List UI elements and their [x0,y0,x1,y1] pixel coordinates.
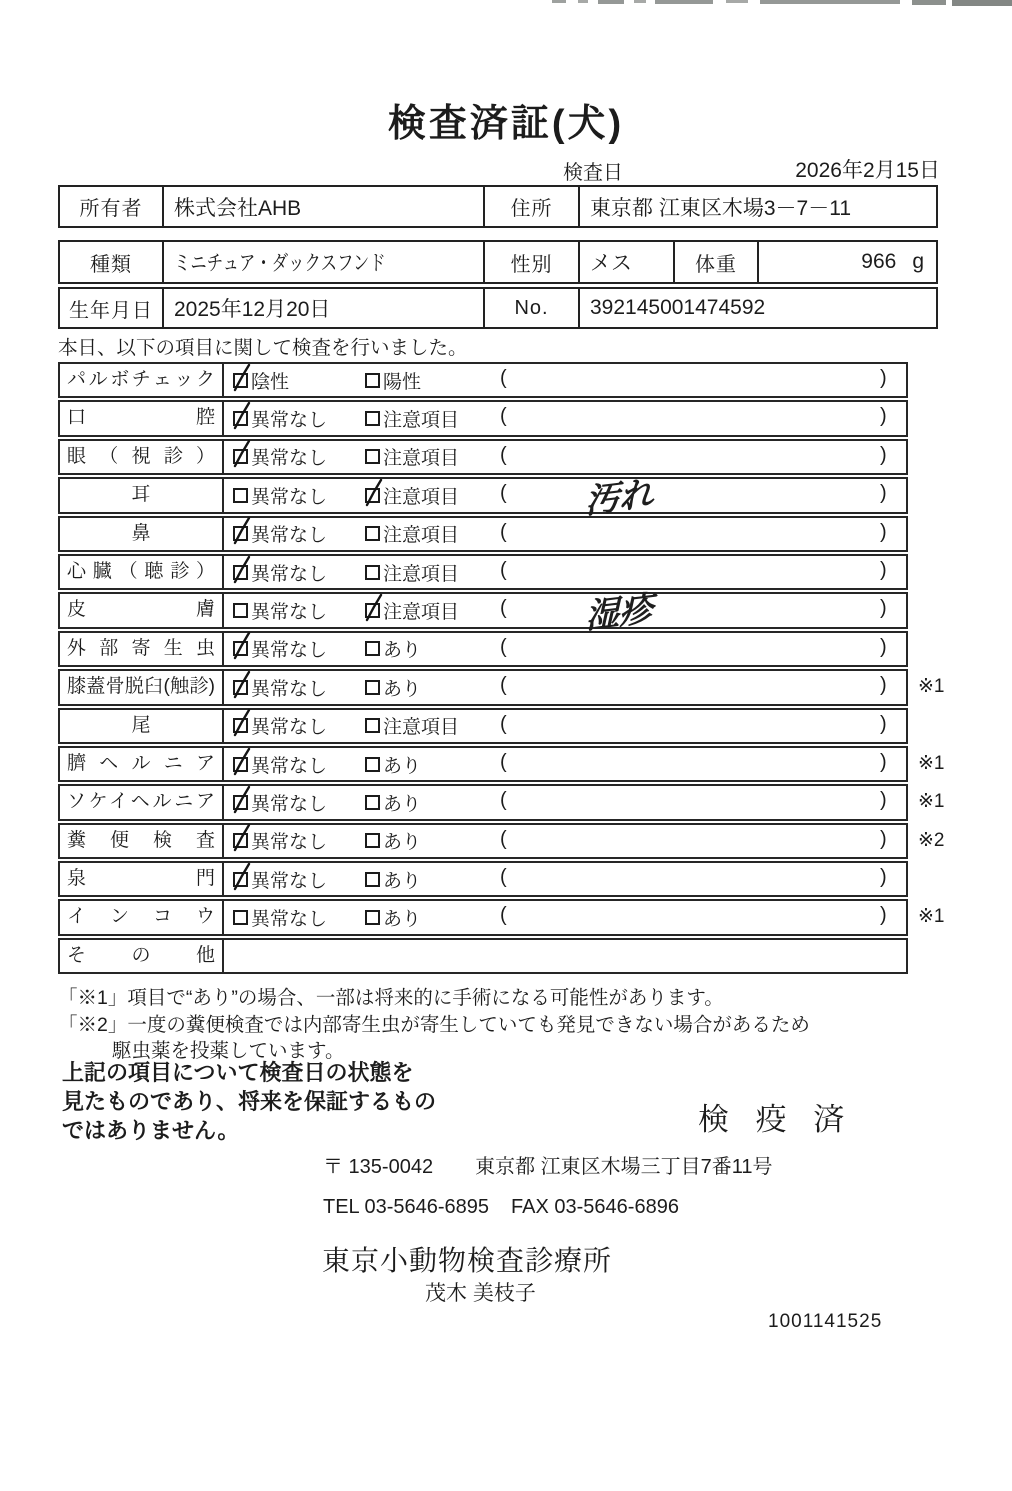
exam-option-2-label: あり [383,870,422,892]
handwritten-check-icon [230,861,254,893]
exam-table-row [58,899,945,935]
handwritten-check-icon [230,400,254,432]
clinic-tel-line [323,1196,679,1219]
exam-table-row [58,823,945,859]
scan-artifact [655,0,713,4]
paren-close: ) [880,635,887,658]
exam-item-options [224,863,906,895]
weight-value: 966 [861,250,897,273]
exam-item-label: インコウ [60,901,224,933]
exam-option-2-label: あり [383,793,422,815]
footnote-mark: ※1 [918,906,945,928]
exam-table-row [58,938,908,974]
exam-option-1 [233,364,289,396]
paren-open: ( [500,443,507,466]
exam-item-options [224,590,906,637]
owner-table [58,185,938,228]
paren-open: ( [500,789,507,812]
handwritten-check-icon [230,707,254,739]
weight-value-cell [759,242,936,282]
scan-artifact [634,0,646,3]
exam-table-row [58,474,908,522]
checkbox-icon [233,872,248,887]
exam-option-1-label: 異常なし [251,640,328,662]
paren-open: ( [500,750,507,773]
exam-option-1-label: 陰性 [251,371,290,393]
paren-open: ( [500,712,507,735]
disclaimer-line-3: ではありません。 [62,1118,240,1143]
exam-option-2 [365,786,421,818]
paren-open: ( [500,558,507,581]
exam-option-1-label: 異常なし [251,793,328,815]
paren-open: ( [500,635,507,658]
paren-close: ) [880,558,887,581]
exam-option-2 [365,901,421,933]
handwritten-check-icon [230,515,254,547]
exam-item-label: 臍ヘルニア [60,748,224,780]
exam-option-2-label: 注意項目 [383,563,460,585]
checkbox-icon [365,449,380,464]
checkbox-icon [233,718,248,733]
paren-open: ( [500,866,507,889]
exam-option-1 [233,710,327,742]
exam-option-2-label: 注意項目 [383,602,460,624]
handwritten-note: 湿疹 [584,590,654,637]
exam-table-row [58,362,908,398]
handwritten-check-icon [230,630,254,662]
number-value: 392145001474592 [590,296,766,319]
exam-option-2-label: 注意項目 [383,525,460,547]
footnote-mark: ※1 [918,752,945,774]
exam-option-1-label: 異常なし [251,832,328,854]
exam-table-row [58,784,945,820]
exam-item-options [224,940,906,972]
exam-option-2-label: 注意項目 [383,410,460,432]
exam-option-2 [365,556,459,588]
checkbox-icon [365,910,380,925]
checkbox-icon [233,757,248,772]
exam-option-2 [365,863,421,895]
checkbox-icon [365,795,380,810]
checkbox-icon [233,833,248,848]
handwritten-check-icon [230,784,254,816]
paren-open: ( [500,482,507,505]
exam-item-label: ソケイヘルニア [60,786,224,818]
exam-option-2-label: 注意項目 [383,448,460,470]
checkbox-icon [233,488,248,503]
clinic-fax: FAX 03-5646-6896 [511,1196,679,1218]
owner-label: 所有者 [60,187,164,226]
checkbox-icon [365,757,380,772]
scan-artifact [598,0,624,4]
checkbox-icon [365,411,380,426]
handwritten-check-icon [362,592,386,624]
exam-item-label: 皮膚 [60,594,224,626]
paren-open: ( [500,405,507,428]
exam-option-2 [365,825,421,857]
exam-option-1-label: 異常なし [251,410,328,432]
checkbox-icon [233,795,248,810]
scan-artifact [952,0,1012,6]
exam-item-label: 外部寄生虫 [60,633,224,665]
handwritten-check-icon [230,746,254,778]
exam-option-2-label: あり [383,755,422,777]
exam-table-row [58,590,908,637]
exam-item-label: 眼（視診） [60,441,224,473]
paren-open: ( [500,597,507,620]
exam-option-1 [233,479,327,511]
exam-table-row [58,708,908,744]
exam-item-options [224,474,906,522]
exam-option-1 [233,518,327,550]
sex-label: 性別 [485,242,580,282]
exam-option-2-label: あり [383,678,422,700]
exam-option-1 [233,748,327,780]
clinic-tel: TEL 03-5646-6895 [323,1196,490,1218]
scan-artifact [578,0,588,3]
paren-close: ) [880,520,887,543]
intro-sentence: 本日、以下の項目に関して検査を行いました。 [58,337,468,359]
disclaimer-line-1: 上記の項目について検査日の状態を [62,1060,414,1085]
exam-item-label: 耳 [60,479,224,511]
exam-option-1 [233,901,327,933]
paren-close: ) [880,827,887,850]
exam-table-row [58,400,908,436]
exam-option-1 [233,633,327,665]
owner-value: 株式会社AHB [164,187,485,226]
exam-table-row [58,631,908,667]
handwritten-check-icon [230,438,254,470]
scan-artifact [760,0,900,4]
paren-close: ) [880,789,887,812]
checkbox-icon [365,872,380,887]
footnote-2: 「※2」一度の糞便検査では内部寄生虫が寄生していても発見できない場合があるため [58,1014,810,1036]
scan-artifact [552,0,566,3]
paren-close: ) [880,866,887,889]
info-table-row2 [58,287,938,329]
paren-open: ( [500,367,507,389]
sex-value: メス [580,242,675,282]
clinic-postal-code: 〒 135-0042 [323,1156,434,1178]
exam-option-1 [233,671,327,703]
exam-option-2 [365,364,421,396]
handwritten-check-icon [230,362,254,394]
exam-item-options [224,901,906,933]
exam-option-1-label: 異常なし [251,602,328,624]
paren-close: ) [880,674,887,697]
exam-item-options [224,556,906,588]
handwritten-check-icon [362,477,386,509]
checkbox-icon [233,565,248,580]
paren-close: ) [880,443,887,466]
paren-open: ( [500,827,507,850]
disclaimer [62,1058,436,1145]
paren-close: ) [880,904,887,927]
breed-value [164,242,485,282]
exam-option-1 [233,556,327,588]
exam-option-2 [365,633,421,665]
breed-label: 種類 [60,242,164,282]
exam-table-rows [58,362,945,974]
exam-option-1-label: 異常なし [251,678,328,700]
checkbox-icon [233,680,248,695]
exam-option-1 [233,863,327,895]
exam-option-1-label: 異常なし [251,755,328,777]
exam-item-options [224,671,906,703]
exam-option-2 [365,594,459,626]
exam-table-row [58,669,945,705]
info-table-row1 [58,240,938,284]
exam-option-2 [365,671,421,703]
quarantine-stamp: 検 疫 済 [698,1102,854,1137]
checkbox-icon [233,449,248,464]
paren-close: ) [880,482,887,505]
exam-item-label: パルボチェック [60,364,224,396]
exam-item-label: その他 [60,940,224,972]
exam-option-2 [365,748,421,780]
checkbox-icon [233,603,248,618]
handwritten-check-icon [230,554,254,586]
exam-item-options [224,518,906,550]
exam-item-label: 鼻 [60,518,224,550]
exam-option-2 [365,518,459,550]
exam-item-label: 口腔 [60,402,224,434]
exam-item-options [224,402,906,434]
scan-artifact [726,0,748,3]
exam-item-options [224,825,906,857]
breed-text: ミニチュア・ダックスフンド [174,252,386,275]
weight-label: 体重 [675,242,759,282]
exam-item-options [224,786,906,818]
exam-option-2-label: あり [383,832,422,854]
checkbox-icon [233,526,248,541]
paren-open: ( [500,674,507,697]
checkbox-icon [365,488,380,503]
footnote-mark: ※2 [918,829,945,851]
exam-item-label: 心臓（聴診） [60,556,224,588]
exam-option-1 [233,786,327,818]
clinic-address: 東京都 江東区木場三丁目7番11号 [475,1156,773,1178]
exam-item-options [224,364,906,396]
footnote-1: 「※1」項目で“あり”の場合、一部は将来的に手術になる可能性があります。 [58,987,724,1009]
serial-number: 1001141525 [768,1311,883,1332]
exam-option-2 [365,479,459,511]
checkbox-icon [365,603,380,618]
exam-option-1-label: 異常なし [251,486,328,508]
handwritten-check-icon [230,822,254,854]
handwritten-note: 汚れ [584,474,654,522]
birthdate-value: 2025年12月20日 [164,289,485,327]
exam-option-2-label: あり [383,640,422,662]
paren-close: ) [880,750,887,773]
handwritten-note [515,342,723,368]
checkbox-icon [233,641,248,656]
checkbox-icon [233,411,248,426]
paren-close: ) [880,405,887,428]
paren-close: ) [880,712,887,735]
exam-option-1 [233,594,327,626]
scan-artifact [912,0,946,5]
exam-option-2-label: あり [383,909,422,931]
exam-option-1-label: 異常なし [251,870,328,892]
address-value: 東京都 江東区木場3－7－11 [590,196,851,220]
paren-open: ( [500,904,507,927]
page-title: 検査済証(犬) [387,103,625,145]
disclaimer-line-2: 見たものであり、将来を保証するもの [62,1089,437,1114]
exam-option-2-label: 陽性 [383,371,422,393]
exam-table-row [58,554,908,590]
exam-option-1-label: 異常なし [251,563,328,585]
exam-option-1-label: 異常なし [251,525,328,547]
checkbox-icon [365,526,380,541]
weight-unit: g [912,250,924,273]
exam-option-2 [365,402,459,434]
checkbox-icon [365,833,380,848]
checkbox-icon [365,373,380,388]
birthdate-label: 生年月日 [60,289,164,327]
veterinarian-name: 茂木 美枝子 [425,1282,536,1305]
checkbox-icon [365,718,380,733]
inspection-date-label: 検査日 [563,162,623,184]
footnote-mark: ※1 [918,791,945,813]
exam-item-options [224,441,906,473]
exam-item-options [224,710,906,742]
exam-option-1 [233,402,327,434]
exam-item-options [224,748,906,780]
checkbox-icon [233,373,248,388]
paren-open: ( [500,520,507,543]
checkbox-icon [365,641,380,656]
footnote-mark: ※1 [918,676,945,698]
checkbox-icon [365,565,380,580]
exam-table-row [58,516,908,552]
exam-table-row [58,746,945,782]
inspection-date-value: 2026年2月15日 [795,159,940,182]
address-label: 住所 [485,187,580,226]
exam-item-label: 泉門 [60,863,224,895]
exam-option-1-label: 異常なし [251,448,328,470]
exam-option-1-label: 異常なし [251,717,328,739]
exam-item-label: 糞便検査 [60,825,224,857]
exam-item-label: 膝蓋骨脱臼(触診) [60,671,224,703]
handwritten-check-icon [230,669,254,701]
number-label: No. [485,289,580,327]
exam-option-2-label: 注意項目 [383,486,460,508]
exam-option-1 [233,441,327,473]
exam-item-options [224,633,906,665]
footnote-2-continued: 駆虫薬を投薬しています。 [112,1040,345,1062]
checkbox-icon [233,910,248,925]
paren-close: ) [880,597,887,620]
paren-close: ) [880,367,887,389]
exam-option-2-label: 注意項目 [383,717,460,739]
clinic-name: 東京小動物検査診療所 [322,1245,613,1276]
exam-option-2 [365,441,459,473]
exam-table-row [58,439,908,475]
exam-table-row [58,861,908,897]
clinic-postal-line [323,1150,773,1179]
exam-option-2 [365,710,459,742]
checkbox-icon [365,680,380,695]
exam-option-1-label: 異常なし [251,909,328,931]
exam-option-1 [233,825,327,857]
exam-item-label: 尾 [60,710,224,742]
